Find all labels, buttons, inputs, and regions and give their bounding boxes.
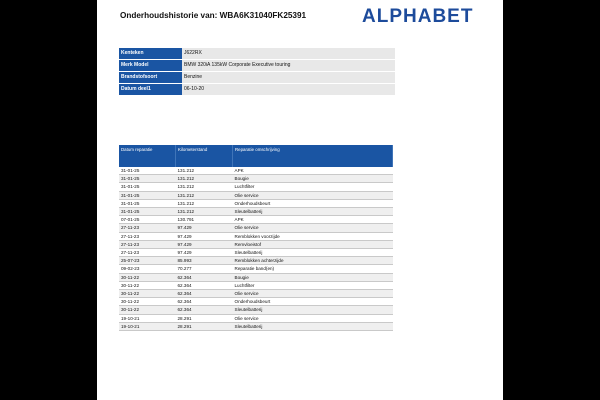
repair-description: Onderhoudsbeurt bbox=[233, 199, 393, 207]
table-row bbox=[119, 257, 393, 265]
repair-description: Sleutelbatterij bbox=[233, 208, 393, 216]
repair-date: 25-07-23 bbox=[119, 257, 176, 265]
table-row bbox=[119, 175, 393, 183]
table-row bbox=[119, 191, 393, 199]
repair-mileage: 62.364 bbox=[176, 298, 233, 306]
repair-mileage: 85.993 bbox=[176, 257, 233, 265]
table-row bbox=[119, 224, 393, 232]
vehicle-info-row bbox=[119, 60, 395, 72]
repair-mileage: 131.212 bbox=[176, 199, 233, 207]
repair-mileage: 97.429 bbox=[176, 224, 233, 232]
repair-date: 09-02-23 bbox=[119, 265, 176, 273]
repair-mileage: 131.212 bbox=[176, 191, 233, 199]
repair-description: Bougie bbox=[233, 273, 393, 281]
repair-history-table bbox=[119, 145, 393, 331]
repair-description: Sleutelbatterij bbox=[233, 249, 393, 257]
repair-mileage: 97.429 bbox=[176, 232, 233, 240]
repair-mileage: 70.277 bbox=[176, 265, 233, 273]
repair-date: 31-01-25 bbox=[119, 199, 176, 207]
repair-description: Olie service bbox=[233, 290, 393, 298]
table-row bbox=[119, 199, 393, 207]
repair-description: Sleutelbatterij bbox=[233, 322, 393, 330]
table-row bbox=[119, 183, 393, 191]
repair-mileage: 97.429 bbox=[176, 240, 233, 248]
table-row bbox=[119, 306, 393, 314]
repair-date: 30-11-22 bbox=[119, 306, 176, 314]
vehicle-info-value: BMW 320iA 135kW Corporate Executive touring bbox=[182, 60, 395, 72]
repair-mileage: 97.429 bbox=[176, 249, 233, 257]
repair-description: Olie service bbox=[233, 191, 393, 199]
repair-description: Sleutelbatterij bbox=[233, 306, 393, 314]
table-row bbox=[119, 281, 393, 289]
repair-date: 31-01-25 bbox=[119, 183, 176, 191]
repair-date: 31-01-25 bbox=[119, 167, 176, 175]
repair-description: Olie service bbox=[233, 224, 393, 232]
repair-date: 07-01-25 bbox=[119, 216, 176, 224]
vehicle-info-row bbox=[119, 48, 395, 60]
repair-date: 30-11-22 bbox=[119, 273, 176, 281]
vehicle-info-table bbox=[119, 48, 395, 96]
vehicle-info-row bbox=[119, 84, 395, 96]
repair-date: 27-11-23 bbox=[119, 240, 176, 248]
repair-mileage: 131.212 bbox=[176, 183, 233, 191]
alphabet-logo: ALPHABET bbox=[362, 6, 474, 27]
repair-mileage: 62.364 bbox=[176, 290, 233, 298]
table-row bbox=[119, 290, 393, 298]
vehicle-info-row bbox=[119, 72, 395, 84]
repair-mileage: 130.791 bbox=[176, 216, 233, 224]
repair-date: 31-01-25 bbox=[119, 208, 176, 216]
repair-description: APK bbox=[233, 216, 393, 224]
vehicle-info-label: Kenteken bbox=[119, 48, 182, 60]
repair-mileage: 28.291 bbox=[176, 314, 233, 322]
repair-description: Remvloeistof bbox=[233, 240, 393, 248]
repair-mileage: 62.364 bbox=[176, 273, 233, 281]
repair-description: Remblokken achterzijde bbox=[233, 257, 393, 265]
repair-date: 27-11-23 bbox=[119, 249, 176, 257]
column-header-date: Datum reparatie bbox=[119, 145, 176, 167]
document-page bbox=[97, 0, 503, 400]
table-row bbox=[119, 298, 393, 306]
column-header-mileage: Kilometerstand bbox=[176, 145, 233, 167]
repair-mileage: 62.364 bbox=[176, 281, 233, 289]
table-row bbox=[119, 240, 393, 248]
vehicle-info-label: Datum deel1 bbox=[119, 84, 182, 96]
repair-date: 31-01-25 bbox=[119, 191, 176, 199]
vehicle-info-value: 06-10-20 bbox=[182, 84, 395, 96]
repair-date: 19-10-21 bbox=[119, 322, 176, 330]
repair-description: Olie service bbox=[233, 314, 393, 322]
repair-date: 27-11-23 bbox=[119, 224, 176, 232]
table-row bbox=[119, 216, 393, 224]
table-row bbox=[119, 208, 393, 216]
table-row bbox=[119, 273, 393, 281]
repair-mileage: 62.364 bbox=[176, 306, 233, 314]
vehicle-info-value: Benzine bbox=[182, 72, 395, 84]
repair-description: Onderhoudsbeurt bbox=[233, 298, 393, 306]
repair-date: 19-10-21 bbox=[119, 314, 176, 322]
table-row bbox=[119, 167, 393, 175]
repair-date: 30-11-22 bbox=[119, 281, 176, 289]
repair-mileage: 28.291 bbox=[176, 322, 233, 330]
repair-date: 30-11-22 bbox=[119, 298, 176, 306]
repair-description: APK bbox=[233, 167, 393, 175]
table-row bbox=[119, 232, 393, 240]
repair-description: Remblokken voorzijde bbox=[233, 232, 393, 240]
vehicle-info-value: J622RX bbox=[182, 48, 395, 60]
repair-date: 27-11-23 bbox=[119, 232, 176, 240]
repair-description: Reparatie band(en) bbox=[233, 265, 393, 273]
repair-date: 31-01-25 bbox=[119, 175, 176, 183]
repair-description: Luchtfilter bbox=[233, 183, 393, 191]
repair-mileage: 131.212 bbox=[176, 167, 233, 175]
repair-mileage: 131.212 bbox=[176, 208, 233, 216]
repair-date: 30-11-22 bbox=[119, 290, 176, 298]
vehicle-info-label: Brandstofsoort bbox=[119, 72, 182, 84]
repair-description: Bougie bbox=[233, 175, 393, 183]
table-row bbox=[119, 249, 393, 257]
repair-description: Luchtfilter bbox=[233, 281, 393, 289]
page-title: Onderhoudshistorie van: WBA6K31040FK25391 bbox=[120, 11, 307, 20]
vehicle-info-label: Merk Model bbox=[119, 60, 182, 72]
table-row bbox=[119, 265, 393, 273]
repair-mileage: 131.212 bbox=[176, 175, 233, 183]
table-row bbox=[119, 314, 393, 322]
column-header-description: Reparatie omschrijving bbox=[233, 145, 393, 167]
table-row bbox=[119, 322, 393, 330]
